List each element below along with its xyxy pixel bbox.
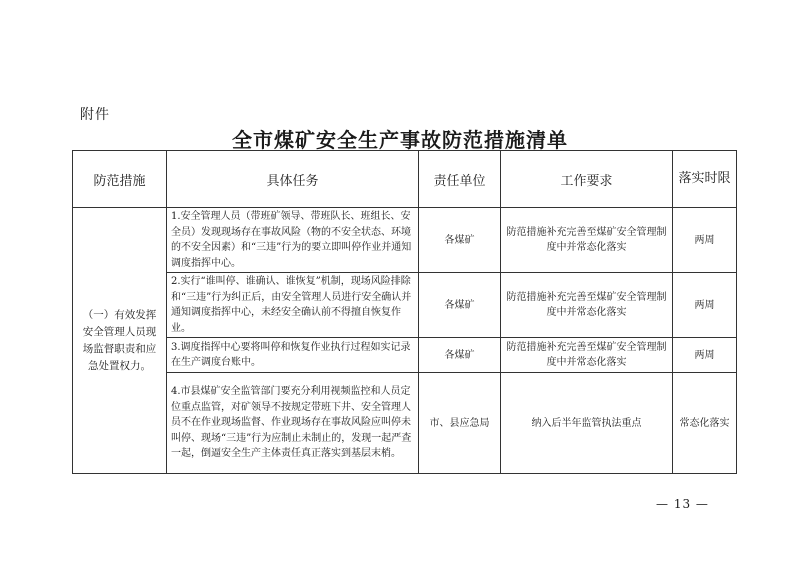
task-cell: 4.市县煤矿安全监管部门要充分利用视频监控和人员定位重点监管，对矿领导不按规定带班下井、安全管理人员不在作业现场监督、作业现场存在事故风险应叫停未叫停、现场“三违”行为应制止未制止的，发现一起严查一起，倒逼安全生产主体责任真正落实到基层末梢。 — [167, 373, 419, 474]
unit-cell: 各煤矿 — [419, 208, 501, 273]
task-cell: 3.调度指挥中心要将叫停和恢复作业执行过程如实记录在生产调度台账中。 — [167, 338, 419, 373]
measure-cell: （一）有效发挥安全管理人员现场监督职责和应急处置权力。 — [73, 208, 167, 474]
measures-table — [72, 150, 737, 474]
requirement-cell: 纳入后半年监管执法重点 — [501, 373, 673, 474]
limit-cell: 两周 — [673, 273, 737, 338]
requirement-cell: 防范措施补充完善至煤矿安全管理制度中并常态化落实 — [501, 208, 673, 273]
column-header-unit: 责任单位 — [419, 151, 501, 208]
document-title: 全市煤矿安全生产事故防范措施清单 — [232, 128, 568, 152]
limit-cell: 常态化落实 — [673, 373, 737, 474]
table-header-row — [73, 151, 737, 208]
table-row — [73, 208, 737, 273]
table-row — [73, 338, 737, 373]
unit-cell: 市、县应急局 — [419, 373, 501, 474]
task-cell: 1.安全管理人员（带班矿领导、带班队长、班组长、安全员）发现现场存在事故风险（物的不安全状态、环境的不安全因素）和“三违”行为的要立即叫停作业并通知调度指挥中心。 — [167, 208, 419, 273]
limit-cell: 两周 — [673, 338, 737, 373]
column-header-task: 具体任务 — [167, 151, 419, 208]
attachment-label: 附件 — [80, 107, 110, 123]
limit-cell: 两周 — [673, 208, 737, 273]
task-cell: 2.实行“谁叫停、谁确认、谁恢复”机制，现场风险排除和“三违”行为纠正后，由安全管理人员进行安全确认并通知调度指挥中心，未经安全确认前不得擅自恢复作业。 — [167, 273, 419, 338]
column-header-requirement: 工作要求 — [501, 151, 673, 208]
table-row — [73, 373, 737, 474]
requirement-cell: 防范措施补充完善至煤矿安全管理制度中并常态化落实 — [501, 273, 673, 338]
unit-cell: 各煤矿 — [419, 273, 501, 338]
page-number: — 13 — — [656, 497, 709, 511]
requirement-cell: 防范措施补充完善至煤矿安全管理制度中并常态化落实 — [501, 338, 673, 373]
unit-cell: 各煤矿 — [419, 338, 501, 373]
column-header-measure: 防范措施 — [73, 151, 167, 208]
column-header-limit-text: 落实时限 — [678, 171, 731, 186]
table-row — [73, 273, 737, 338]
column-header-limit — [673, 151, 737, 208]
